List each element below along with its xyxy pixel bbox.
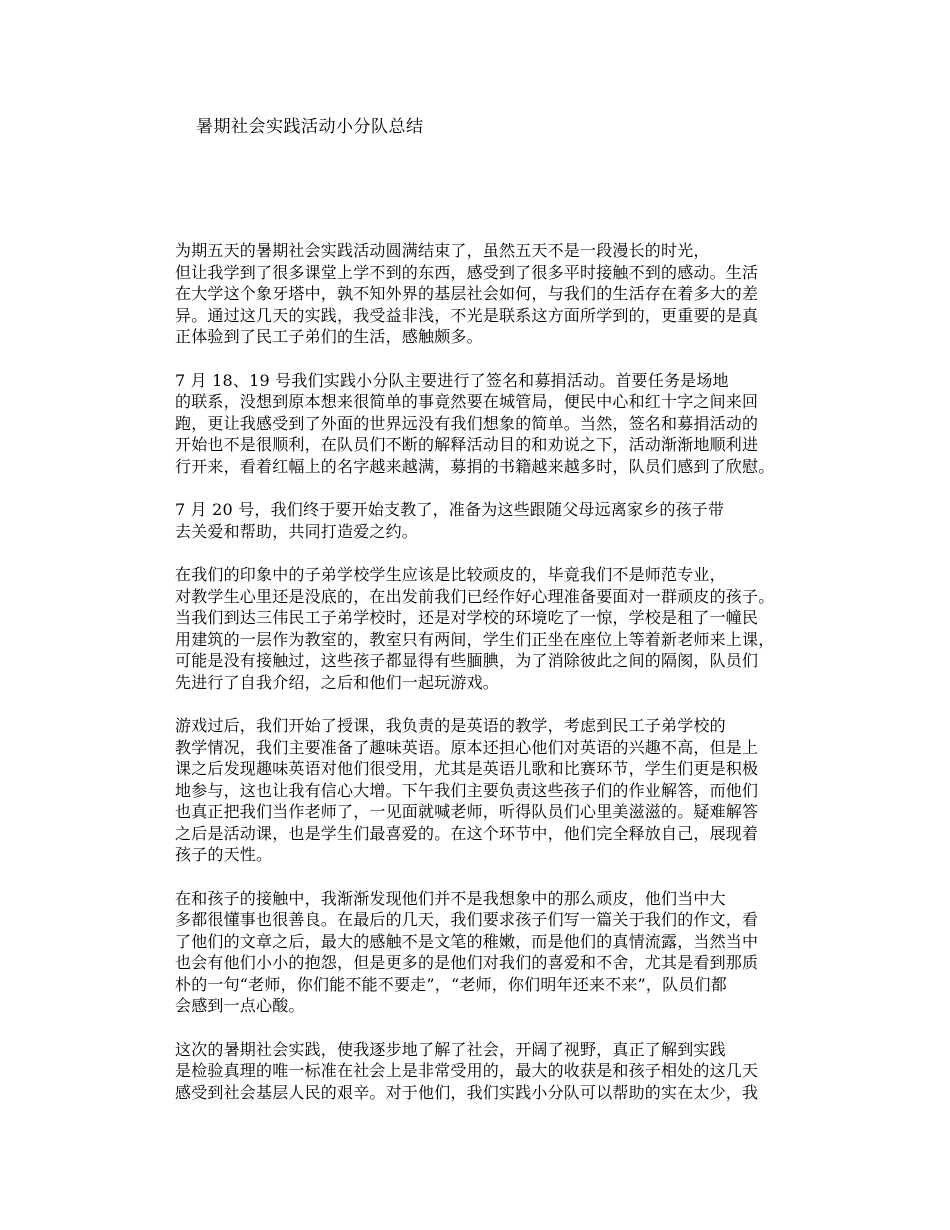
text-line: 会感到一点心酸。	[175, 996, 305, 1015]
text-line: 之后是活动课，也是学生们最喜爱的。在这个环节中，他们完全释放自己，展现着	[175, 823, 759, 843]
text-line: 在我们的印象中的子弟学校学生应该是比较顽皮的，毕竟我们不是师范专业，	[175, 565, 726, 584]
text-line: 为期五天的暑期社会实践活动圆满结束了，虽然五天不是一段漫长的时光，	[175, 241, 710, 260]
paragraph-3	[138, 499, 828, 542]
text-line: 是检验真理的唯一标准在社会上是非常受用的，最大的收获是和孩子相处的这几天	[175, 1061, 759, 1080]
document-body	[138, 240, 828, 1125]
text-line: 也真正把我们当作老师了，一见面就喊老师，听得队员们心里美滋滋的。疑难解答	[175, 802, 759, 821]
text-line: 对教学生心里还是没底的，在出发前我们已经作好心理准备要面对一群顽皮的孩子。	[175, 586, 775, 606]
paragraph-7	[138, 1039, 828, 1104]
text-line: 跑，更让我感受到了外面的世界远没有我们想象的简单。当然，签名和募捐活动的	[175, 413, 759, 433]
text-line: 7 月 18、19 号我们实践小分队主要进行了签名和募捐活动。首要任务是场地	[175, 370, 729, 390]
text-line: 的联系，没想到原本想来很简单的事竟然要在城管局，便民中心和红十字之间来回	[175, 392, 759, 411]
text-line: 也会有他们小小的抱怨，但是更多的是他们对我们的喜爱和不舍，尤其是看到那质	[175, 953, 759, 972]
document-title: 暑期社会实践活动小分队总结	[196, 117, 424, 137]
text-line: 在大学这个象牙塔中，孰不知外界的基层社会如何，与我们的生活存在着多大的差	[175, 284, 759, 303]
text-line: 这次的暑期社会实践，使我逐步地了解了社会，开阔了视野，真正了解到实践	[175, 1039, 726, 1059]
text-line: 朴的一句“老师，你们能不能不要走”，“老师，你们明年还来不来”，队员们都	[175, 974, 727, 994]
text-line: 游戏过后，我们开始了授课，我负责的是英语的教学，考虑到民工子弟学校的	[175, 716, 726, 735]
text-line: 但让我学到了很多课堂上学不到的东西，感受到了很多平时接触不到的感动。生活	[175, 262, 759, 282]
text-line: 行开来，看着红幅上的名字越来越满，募捐的书籍越来越多时，队员们感到了欣慰。	[175, 456, 775, 476]
text-line: 异。通过这几天的实践，我受益非浅，不光是联系这方面所学到的，更重要的是真	[175, 305, 759, 325]
text-line: 多都很懂事也很善良。在最后的几天，我们要求孩子们写一篇关于我们的作文，看	[175, 910, 759, 929]
paragraph-1	[138, 240, 828, 348]
text-line: 用建筑的一层作为教室的，教室只有两间，学生们正坐在座位上等着新老师来上课，	[175, 629, 775, 649]
text-line: 正体验到了民工子弟们的生活，感触颇多。	[175, 327, 483, 346]
text-line: 去关爱和帮助，共同打造爱之约。	[175, 521, 419, 541]
text-line: 先进行了自我介绍，之后和他们一起玩游戏。	[175, 672, 500, 692]
text-line: 在和孩子的接触中，我渐渐发现他们并不是我想象中的那么顽皮，他们当中大	[175, 888, 726, 908]
text-line: 教学情况，我们主要准备了趣味英语。原本还担心他们对英语的兴趣不高，但是上	[175, 737, 759, 757]
text-line: 开始也不是很顺利，在队员们不断的解释活动目的和劝说之下，活动渐渐地顺利进	[175, 435, 759, 454]
text-line: 了他们的文章之后，最大的感触不是文笔的稚嫩，而是他们的真情流露，当然当中	[175, 931, 759, 951]
text-line: 当我们到达三伟民工子弟学校时，还是对学校的环境吃了一惊，学校是租了一幢民	[175, 608, 759, 627]
paragraph-6	[138, 888, 828, 1017]
text-line: 可能是没有接触过，这些孩子都显得有些腼腆，为了消除彼此之间的隔阂，队员们	[175, 651, 759, 670]
text-line: 地参与，这也让我有信心大增。下午我们主要负责这些孩子们的作业解答，而他们	[175, 780, 759, 800]
paragraph-4	[138, 564, 828, 693]
paragraph-2	[138, 370, 828, 478]
text-line: 感受到社会基层人民的艰辛。对于他们，我们实践小分队可以帮助的实在太少，我	[175, 1082, 759, 1102]
text-line: 7 月 20 号，我们终于要开始支教了，准备为这些跟随父母远离家乡的孩子带	[175, 500, 725, 519]
paragraph-5	[138, 715, 828, 866]
text-line: 孩子的天性。	[175, 845, 273, 864]
text-line: 课之后发现趣味英语对他们很受用，尤其是英语儿歌和比赛环节，学生们更是积极	[175, 759, 759, 778]
